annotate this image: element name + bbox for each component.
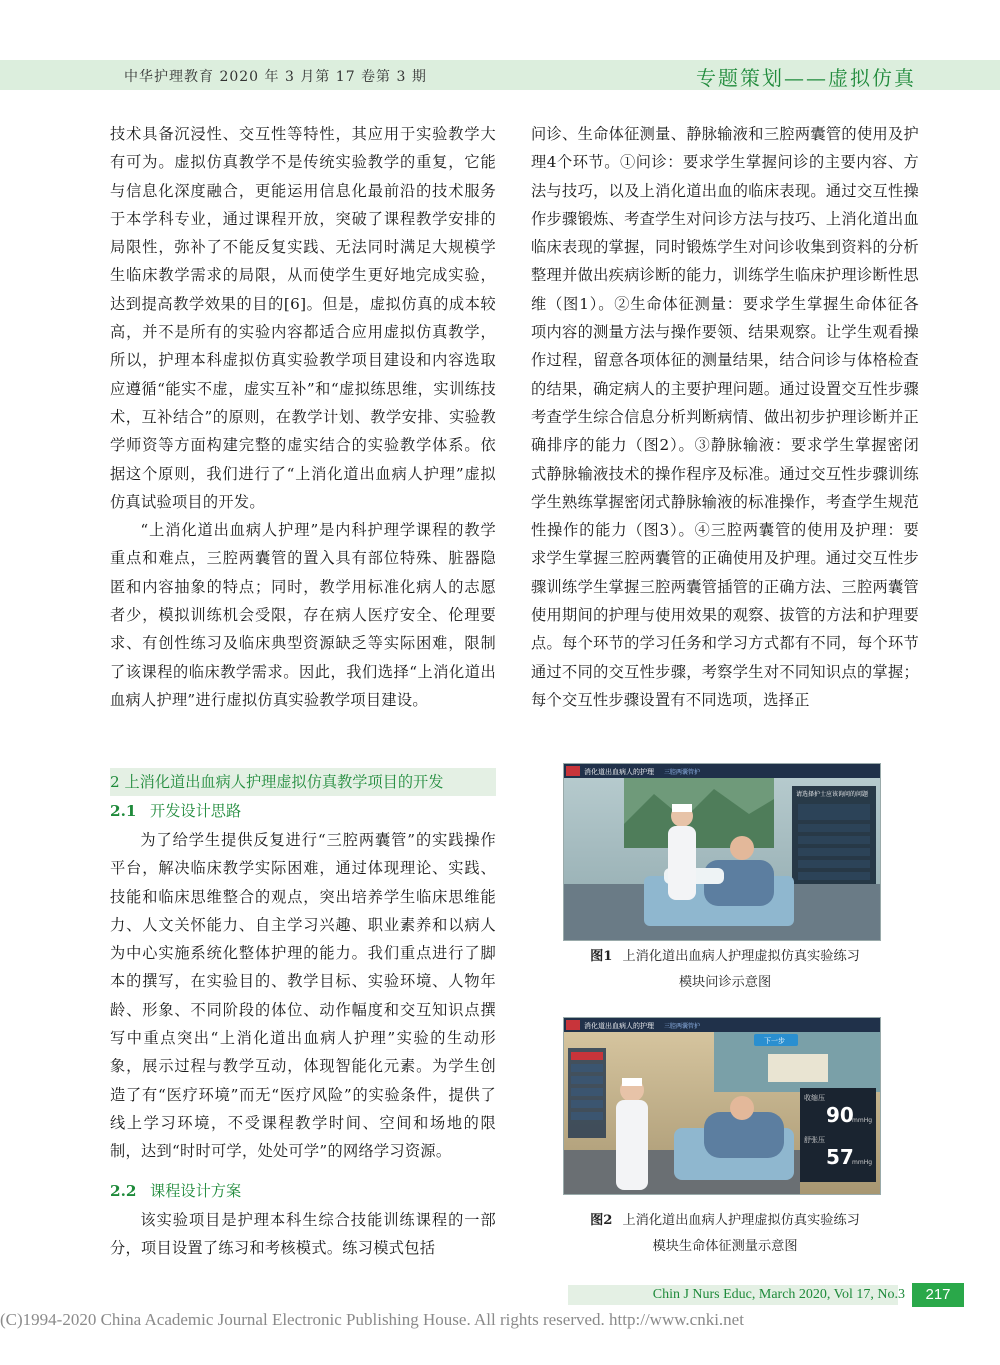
sbp-label: 收缩压 bbox=[804, 1094, 825, 1102]
right-column bbox=[531, 120, 919, 714]
sbp-value: 90 bbox=[826, 1103, 854, 1127]
subsection-heading bbox=[110, 1177, 241, 1205]
paragraph: 问诊、生命体征测量、静脉输液和三腔两囊管的使用及护理4个环节。①问诊：要求学生掌握问诊的主要内容、方法与技巧，以及上消化道出血的临床表现。通过交互性操作步骤锻炼、考查学生对问诊方法与技巧、上消化道出血临床表现的掌握，同时锻炼学生对问诊收集到资料的分析整理并做出疾病诊断的能力，训练学生临床护理诊断性思维（图1）。②生命体征测量：要求学生掌握生命体征各项内容的测量方法与操作要领、结果观察。让学生观看操作过程，留意各项体征的测量结果，结合问诊与体格检查的结果，确定病人的主要护理问题。通过设置交互性步骤考查学生综合信息分析判断病情、做出初步护理诊断并正确排序的能力（图2）。③静脉输液：要求学生掌握密闭式静脉输液技术的操作程序及标准。通过交互性步骤训练学生熟练掌握密闭式静脉输液的标准操作，考查学生规范性操作的能力（图3）。④三腔两囊管的使用及护理：要求学生掌握三腔两囊管的正确使用及护理。通过交互性步骤训练学生掌握三腔两囊管插管的正确方法、三腔两囊管使用期间的护理与使用效果的观察、拔管的方法和护理要点。每个环节的学习任务和学习方式都有不同，每个环节通过不同的交互性步骤，考察学生对不同知识点的掌握；每个交互性步骤设置有不同选项，选择正 bbox=[531, 125, 919, 709]
sim-title: 消化道出血病人的护理 bbox=[584, 1022, 654, 1030]
subsection-number: 2.1 bbox=[110, 802, 137, 820]
caption-line: 模块问诊示意图 bbox=[678, 975, 772, 990]
figure-2-image bbox=[563, 1017, 881, 1195]
figure-1-caption bbox=[531, 944, 919, 996]
figure-2-caption bbox=[531, 1208, 919, 1260]
left-column-sec22 bbox=[110, 1206, 496, 1263]
simulation-scene-vitals bbox=[564, 1018, 880, 1194]
subsection-number: 2.2 bbox=[110, 1182, 137, 1200]
dbp-label: 舒张压 bbox=[804, 1136, 825, 1144]
paragraph: 为了给学生提供反复进行“三腔两囊管”的实践操作平台，解决临床教学实际困难，通过体现理论、实践、技能和临床思维整合的观点，突出培养学生临床思维能力、人文关怀能力、自主学习兴趣、职业素养和以病人为中心实施系统化整体护理的能力。我们重点进行了脚本的撰写，在实验目的、教学目标、实验环境、人物年龄、形象、不同阶段的体位、动作幅度和交互知识点撰写中重点突出“上消化道出血病人护理”实验的生动形象，展示过程与教学互动，体现智能化元素。为学生创造了有“医疗环境”而无“医疗风险”的实验条件，提供了线上学习环境，不受课程教学时间、空间和场地的限制，达到“时时可学，处处可学”的网络学习资源。 bbox=[110, 831, 496, 1161]
sim-title: 消化道出血病人的护理 bbox=[584, 768, 654, 776]
caption-line: 模块生命体征测量示意图 bbox=[652, 1239, 798, 1254]
journal-header: 中华护理教育 2020 年 3 月第 17 卷第 3 期 bbox=[124, 69, 427, 85]
subsection-title: 开发设计思路 bbox=[150, 802, 242, 820]
dbp-value: 57 bbox=[826, 1145, 854, 1169]
subsection-title: 课程设计方案 bbox=[150, 1182, 242, 1200]
figure-1-image bbox=[563, 763, 881, 941]
left-column bbox=[110, 120, 496, 714]
page-number: 217 bbox=[912, 1283, 964, 1307]
section-title: 专题策划——虚拟仿真 bbox=[696, 66, 916, 90]
subsection-heading bbox=[110, 797, 241, 825]
paragraph: “上消化道出血病人护理”是内科护理学课程的教学重点和难点，三腔两囊管的置入具有部位特殊、脏器隐匿和内容抽象的特点；同时，教学用标准化病人的志愿者少，模拟训练机会受限，存在病人医疗安全、伦理要求、有创性练习及临床典型资源缺乏等实际困难，限制了该课程的临床教学需求。因此，我们选择“上消化道出血病人护理”进行虚拟仿真实验教学项目建设。 bbox=[110, 521, 496, 709]
section-heading: 2 上消化道出血病人护理虚拟仿真教学项目的开发 bbox=[110, 768, 496, 796]
sim-tab: 三腔两囊管护 bbox=[664, 1023, 701, 1030]
journal-footer: Chin J Nurs Educ, March 2020, Vol 17, No.3 bbox=[652, 1287, 905, 1302]
simulation-scene-consultation bbox=[564, 764, 880, 940]
left-column-sec21 bbox=[110, 826, 496, 1166]
sim-tab: 三腔两囊管护 bbox=[664, 769, 701, 776]
copyright-line: (C)1994-2020 China Academic Journal Electronic Publishing House. All rights reserved. http://www.cnki.net bbox=[0, 1310, 744, 1329]
caption-line: 上消化道出血病人护理虚拟仿真实验练习 bbox=[622, 949, 860, 964]
paragraph: 该实验项目是护理本科生综合技能训练课程的一部分，项目设置了练习和考核模式。练习模式包括 bbox=[110, 1211, 496, 1258]
figure-number: 图1 bbox=[590, 949, 613, 964]
paragraph: 技术具备沉浸性、交互性等特性，其应用于实验教学大有可为。虚拟仿真教学不是传统实验教学的重复，它能与信息化深度融合，更能运用信息化最前沿的技术服务于本学科专业，通过课程开放，突破了课程教学安排的局限性，弥补了不能反复实践、无法同时满足大规模学生临床教学需求的局限，从而使学生更好地完成实验，达到提高教学效果的目的[6]。但是，虚拟仿真的成本较高，并不是所有的实验内容都适合应用虚拟仿真教学，所以，护理本科虚拟仿真实验教学项目建设和内容选取应遵循“能实不虚，虚实互补”和“虚拟练思维，实训练技术，互补结合”的原则，在教学计划、教学安排、实验教学师资等方面构建完整的虚实结合的实验教学体系。依据这个原则，我们进行了“上消化道出血病人护理”虚拟仿真试验项目的开发。 bbox=[110, 125, 496, 511]
figure-number: 图2 bbox=[590, 1213, 613, 1228]
dbp-unit: mmHg bbox=[852, 1159, 873, 1166]
dialog-title: 请选择护士应该询问的问题 bbox=[796, 791, 869, 798]
caption-line: 上消化道出血病人护理虚拟仿真实验练习 bbox=[622, 1213, 860, 1228]
sbp-unit: mmHg bbox=[852, 1117, 873, 1124]
next-step-label: 下一步 bbox=[764, 1037, 785, 1045]
